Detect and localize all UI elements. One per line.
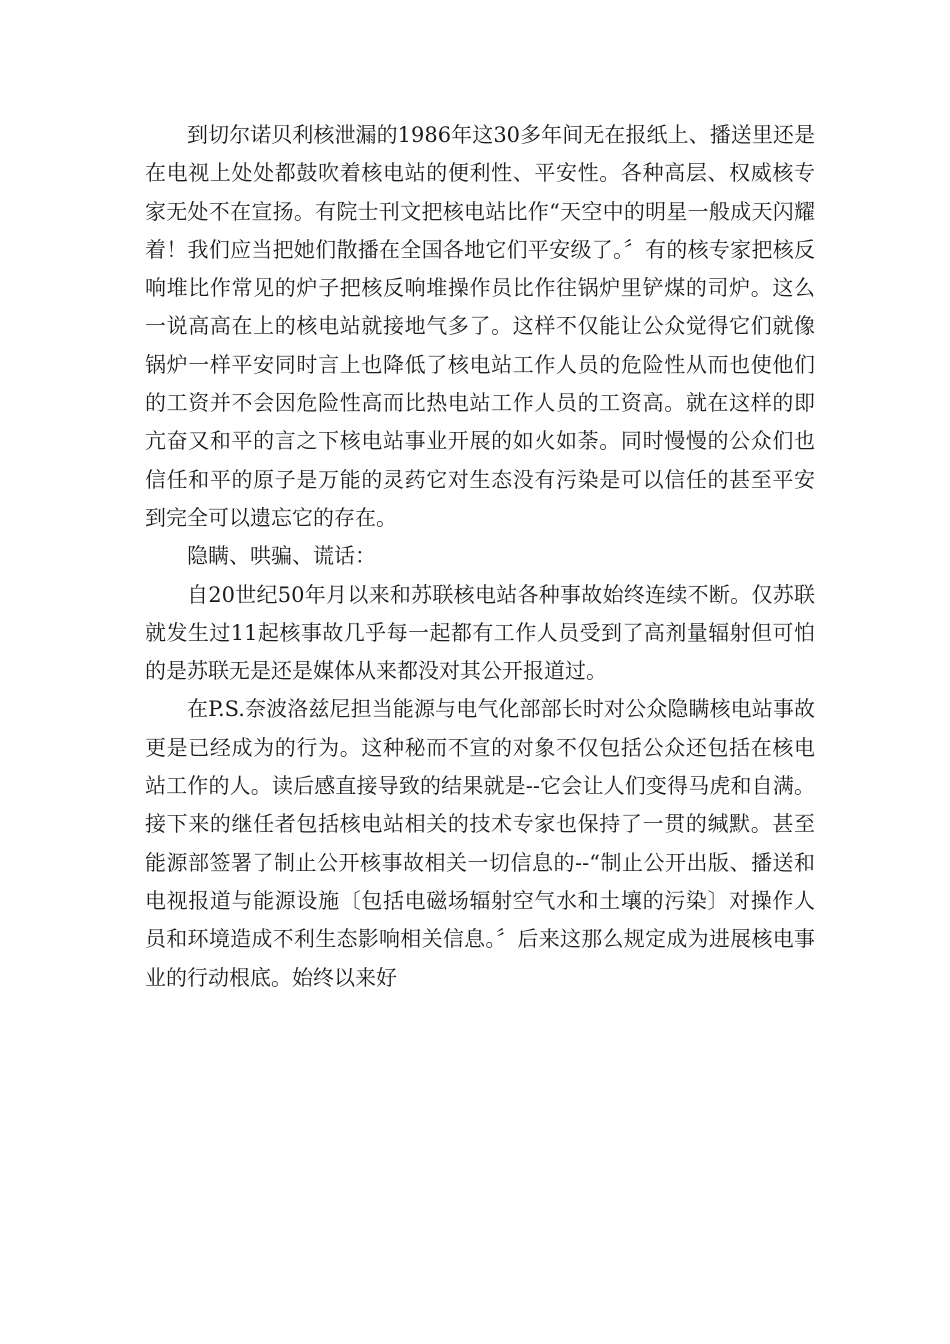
paragraph-ministry-secrecy: 在P.S.奈波洛兹尼担当能源与电气化部部长时对公众隐瞒核电站事故更是已经成为的行为。这种秘而不宣的对象不仅包括公众还包括在核电站工作的人。读后感直接导致的结果就是--它会让人们变得马虎和自满。接下来的继任者包括核电站相关的技术专家也保持了一贯的缄默。甚至能源部签署了制止公开核事故相关一切信息的--“制止公开出版、播送和电视报道与能源设施〔包括电磁场辐射空气水和土壤的污染〕对操作人员和环境造成不利生态影响相关信息。〞后来这那么规定成为进展核电事业的行动根底。始终以来好	[145, 697, 815, 990]
paragraph-soviet-accidents: 自20世纪50年月以来和苏联核电站各种事故始终连续不断。仅苏联就发生过11起核事故几乎每一起都有工作人员受到了高剂量辐射但可怕的是苏联无是还是媒体从来都没对其公开报道过。	[145, 582, 815, 684]
paragraph-nuclear-promotion: 到切尔诺贝利核泄漏的1986年这30多年间无在报纸上、播送里还是在电视上处处都鼓吹着核电站的便利性、平安性。各种高层、权威核专家无处不在宣扬。有院士刊文把核电站比作“天空中的明星一般成天闪耀着！我们应当把她们散播在全国各地它们平安级了。〞有的核专家把核反响堆比作常见的炉子把核反响堆操作员比作往锅炉里铲煤的司炉。这么一说高高在上的核电站就接地气多了。这样不仅能让公众觉得它们就像锅炉一样平安同时言上也降低了核电站工作人员的危险性从而也使他们的工资并不会因危险性高而比热电站工作人员的工资高。就在这样的即亢奋又和平的言之下核电站事业开展的如火如荼。同时慢慢的公众们也信任和平的原子是万能的灵药它对生态没有污染是可以信任的甚至平安到完全可以遗忘它的存在。	[145, 123, 815, 530]
section-heading-concealment: 隐瞒、哄骗、谎话：	[187, 544, 376, 569]
document-page	[145, 116, 815, 997]
